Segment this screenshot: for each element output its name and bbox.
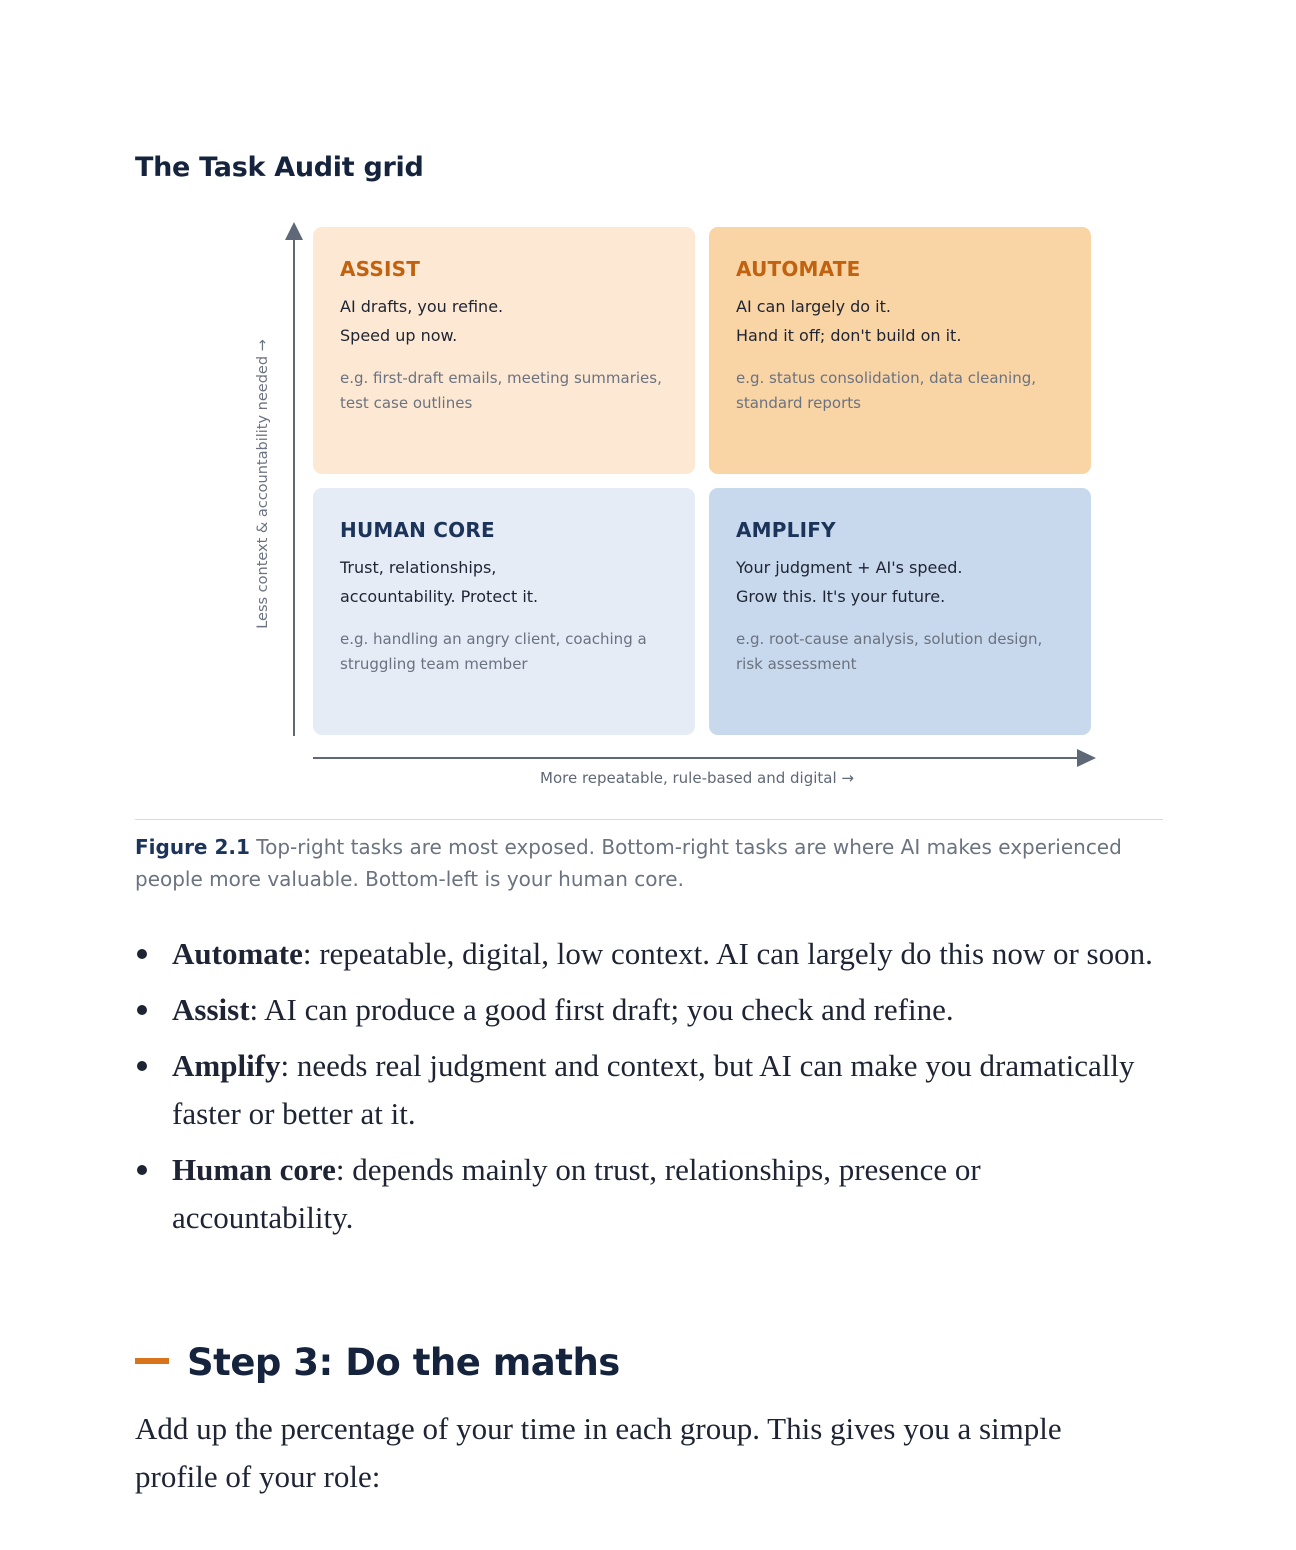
bullet-icon [137, 1005, 147, 1015]
list-item [135, 1042, 1165, 1138]
quadrant-title: ASSIST [340, 257, 421, 281]
list-item-term: Amplify [172, 1048, 281, 1083]
heading-accent-bar [135, 1358, 169, 1364]
figure-caption [135, 831, 1135, 895]
list-item-term: Assist [172, 992, 250, 1027]
x-axis-arrowhead [1077, 749, 1096, 767]
list-item [135, 930, 1165, 978]
quadrant-automate [709, 227, 1091, 474]
body-paragraph: Add up the percentage of your time in each group. This gives you a simple profile of your role: [135, 1411, 1062, 1494]
list-item-text: : depends mainly on trust, relationships, presence or accountability. [172, 1152, 981, 1235]
figure-title: The Task Audit grid [135, 152, 424, 183]
quadrant-title: AMPLIFY [736, 518, 836, 542]
quadrant-line: AI can largely do it. [736, 297, 891, 316]
quadrant-line: Grow this. It's your future. [736, 587, 946, 606]
quadrant-assist [313, 227, 695, 474]
quadrant-title: HUMAN CORE [340, 518, 495, 542]
figure-divider [135, 819, 1163, 820]
quadrant-amplify [709, 488, 1091, 735]
quadrant-example: e.g. first-draft emails, meeting summaries, test case outlines [340, 369, 662, 412]
figure-caption-label: Figure 2.1 [135, 835, 250, 859]
y-axis-label: Less context & accountability needed → [255, 339, 271, 629]
list-item-term: Human core [172, 1152, 336, 1187]
y-axis-line [293, 236, 295, 736]
quadrant-example: e.g. status consolidation, data cleaning, standard reports [736, 369, 1037, 412]
step-heading: Step 3: Do the maths [187, 1341, 620, 1384]
quadrant-example: e.g. handling an angry client, coaching a struggling team member [340, 630, 647, 673]
quadrant-line: Hand it off; don't build on it. [736, 326, 962, 345]
figure-caption-text: Top-right tasks are most exposed. Bottom-right tasks are where AI makes experienced people more valuable. Bottom-left is your human core. [135, 835, 1122, 891]
list-item [135, 986, 1165, 1034]
quadrant-line: Your judgment + AI's speed. [736, 558, 963, 577]
list-item [135, 1146, 1165, 1242]
list-item-text: : repeatable, digital, low context. AI can largely do this now or soon. [302, 936, 1153, 971]
list-item-term: Automate [172, 936, 303, 971]
bullet-icon [137, 1165, 147, 1175]
category-list [135, 930, 1165, 1250]
bullet-icon [137, 949, 147, 959]
x-axis-line [313, 757, 1081, 759]
quadrant-line: Trust, relationships, [340, 558, 497, 577]
quadrant-title: AUTOMATE [736, 257, 861, 281]
quadrant-human-core [313, 488, 695, 735]
quadrant-line: Speed up now. [340, 326, 458, 345]
bullet-icon [137, 1061, 147, 1071]
list-item-text: : needs real judgment and context, but AI can make you dramatically faster or better at it. [172, 1048, 1135, 1131]
quadrant-line: accountability. Protect it. [340, 587, 539, 606]
list-item-text: : AI can produce a good first draft; you check and refine. [249, 992, 954, 1027]
quadrant-line: AI drafts, you refine. [340, 297, 504, 316]
quadrant-example: e.g. root-cause analysis, solution design, risk assessment [736, 630, 1043, 673]
x-axis-label: More repeatable, rule-based and digital → [540, 769, 854, 787]
